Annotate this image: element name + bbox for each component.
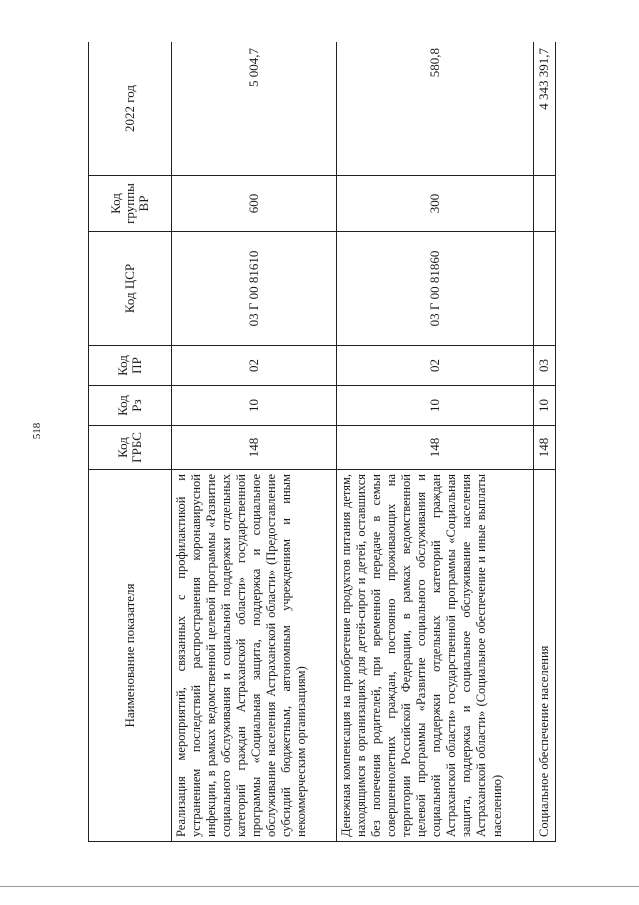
cell-pr: 03 <box>533 346 555 386</box>
header-vr: Код группы ВР <box>89 176 172 232</box>
cell-vr <box>533 176 555 232</box>
cell-csr <box>533 232 555 346</box>
cell-year: 5 004,7 <box>171 42 336 176</box>
cell-grbs: 148 <box>171 426 336 470</box>
cell-grbs: 148 <box>533 426 555 470</box>
cell-year: 580,8 <box>336 42 533 176</box>
header-grbs: Код ГРБС <box>89 426 172 470</box>
cell-name: Реализация мероприятий, связанных с профилактикой и устранением последствий распространения коронавирусной инфекции, в рамках ведомственной целевой программы «Развитие социального обслуживания и социальной поддержки отдельных категорий граждан Астраханской области» государственной программы «Социальная защита, поддержка и социальное обслуживание населения Астраханской области» (Предоставление субсидий бюджетным, автономным учреждениям и иным некоммерческим организациям) <box>171 470 336 842</box>
header-pr: Код ПР <box>89 346 172 386</box>
cell-vr: 600 <box>171 176 336 232</box>
cell-csr: 03 Г 00 81610 <box>171 232 336 346</box>
table-row <box>171 42 336 842</box>
cell-name: Денежная компенсация на приобретение продуктов питания детям, находящимся в организациях для детей-сирот и детей, оставшихся без попечения родителей, при временной передаче в семьи совершеннолетних граждан, постоянно проживающих на территории Российской Федерации, в рамках ведомственной целевой программы «Развитие социального обслуживания и социальной поддержки отдельных категорий граждан Астраханской области» государственной программы «Социальная защита, поддержка и социальное обслуживание населения Астраханской области» (Социальное обеспечение и иные выплаты населению) <box>336 470 533 842</box>
cell-year: 4 343 391,7 <box>533 42 555 176</box>
header-name: Наименование показателя <box>89 470 172 842</box>
header-rz: Код Рз <box>89 386 172 426</box>
cell-name: Социальное обеспечение населения <box>533 470 555 842</box>
page-number: 518 <box>31 422 43 440</box>
table-row <box>336 42 533 842</box>
scan-bottom-edge <box>0 886 639 887</box>
cell-csr: 03 Г 00 81860 <box>336 232 533 346</box>
budget-table-sheet <box>88 42 556 842</box>
budget-table <box>88 42 556 842</box>
cell-rz: 10 <box>533 386 555 426</box>
table-header-row <box>89 42 172 842</box>
header-year: 2022 год <box>89 42 172 176</box>
table-row <box>533 42 555 842</box>
header-csr: Код ЦСР <box>89 232 172 346</box>
cell-vr: 300 <box>336 176 533 232</box>
cell-pr: 02 <box>336 346 533 386</box>
cell-rz: 10 <box>171 386 336 426</box>
rotated-table-container <box>88 42 556 842</box>
cell-grbs: 148 <box>336 426 533 470</box>
cell-rz: 10 <box>336 386 533 426</box>
cell-pr: 02 <box>171 346 336 386</box>
